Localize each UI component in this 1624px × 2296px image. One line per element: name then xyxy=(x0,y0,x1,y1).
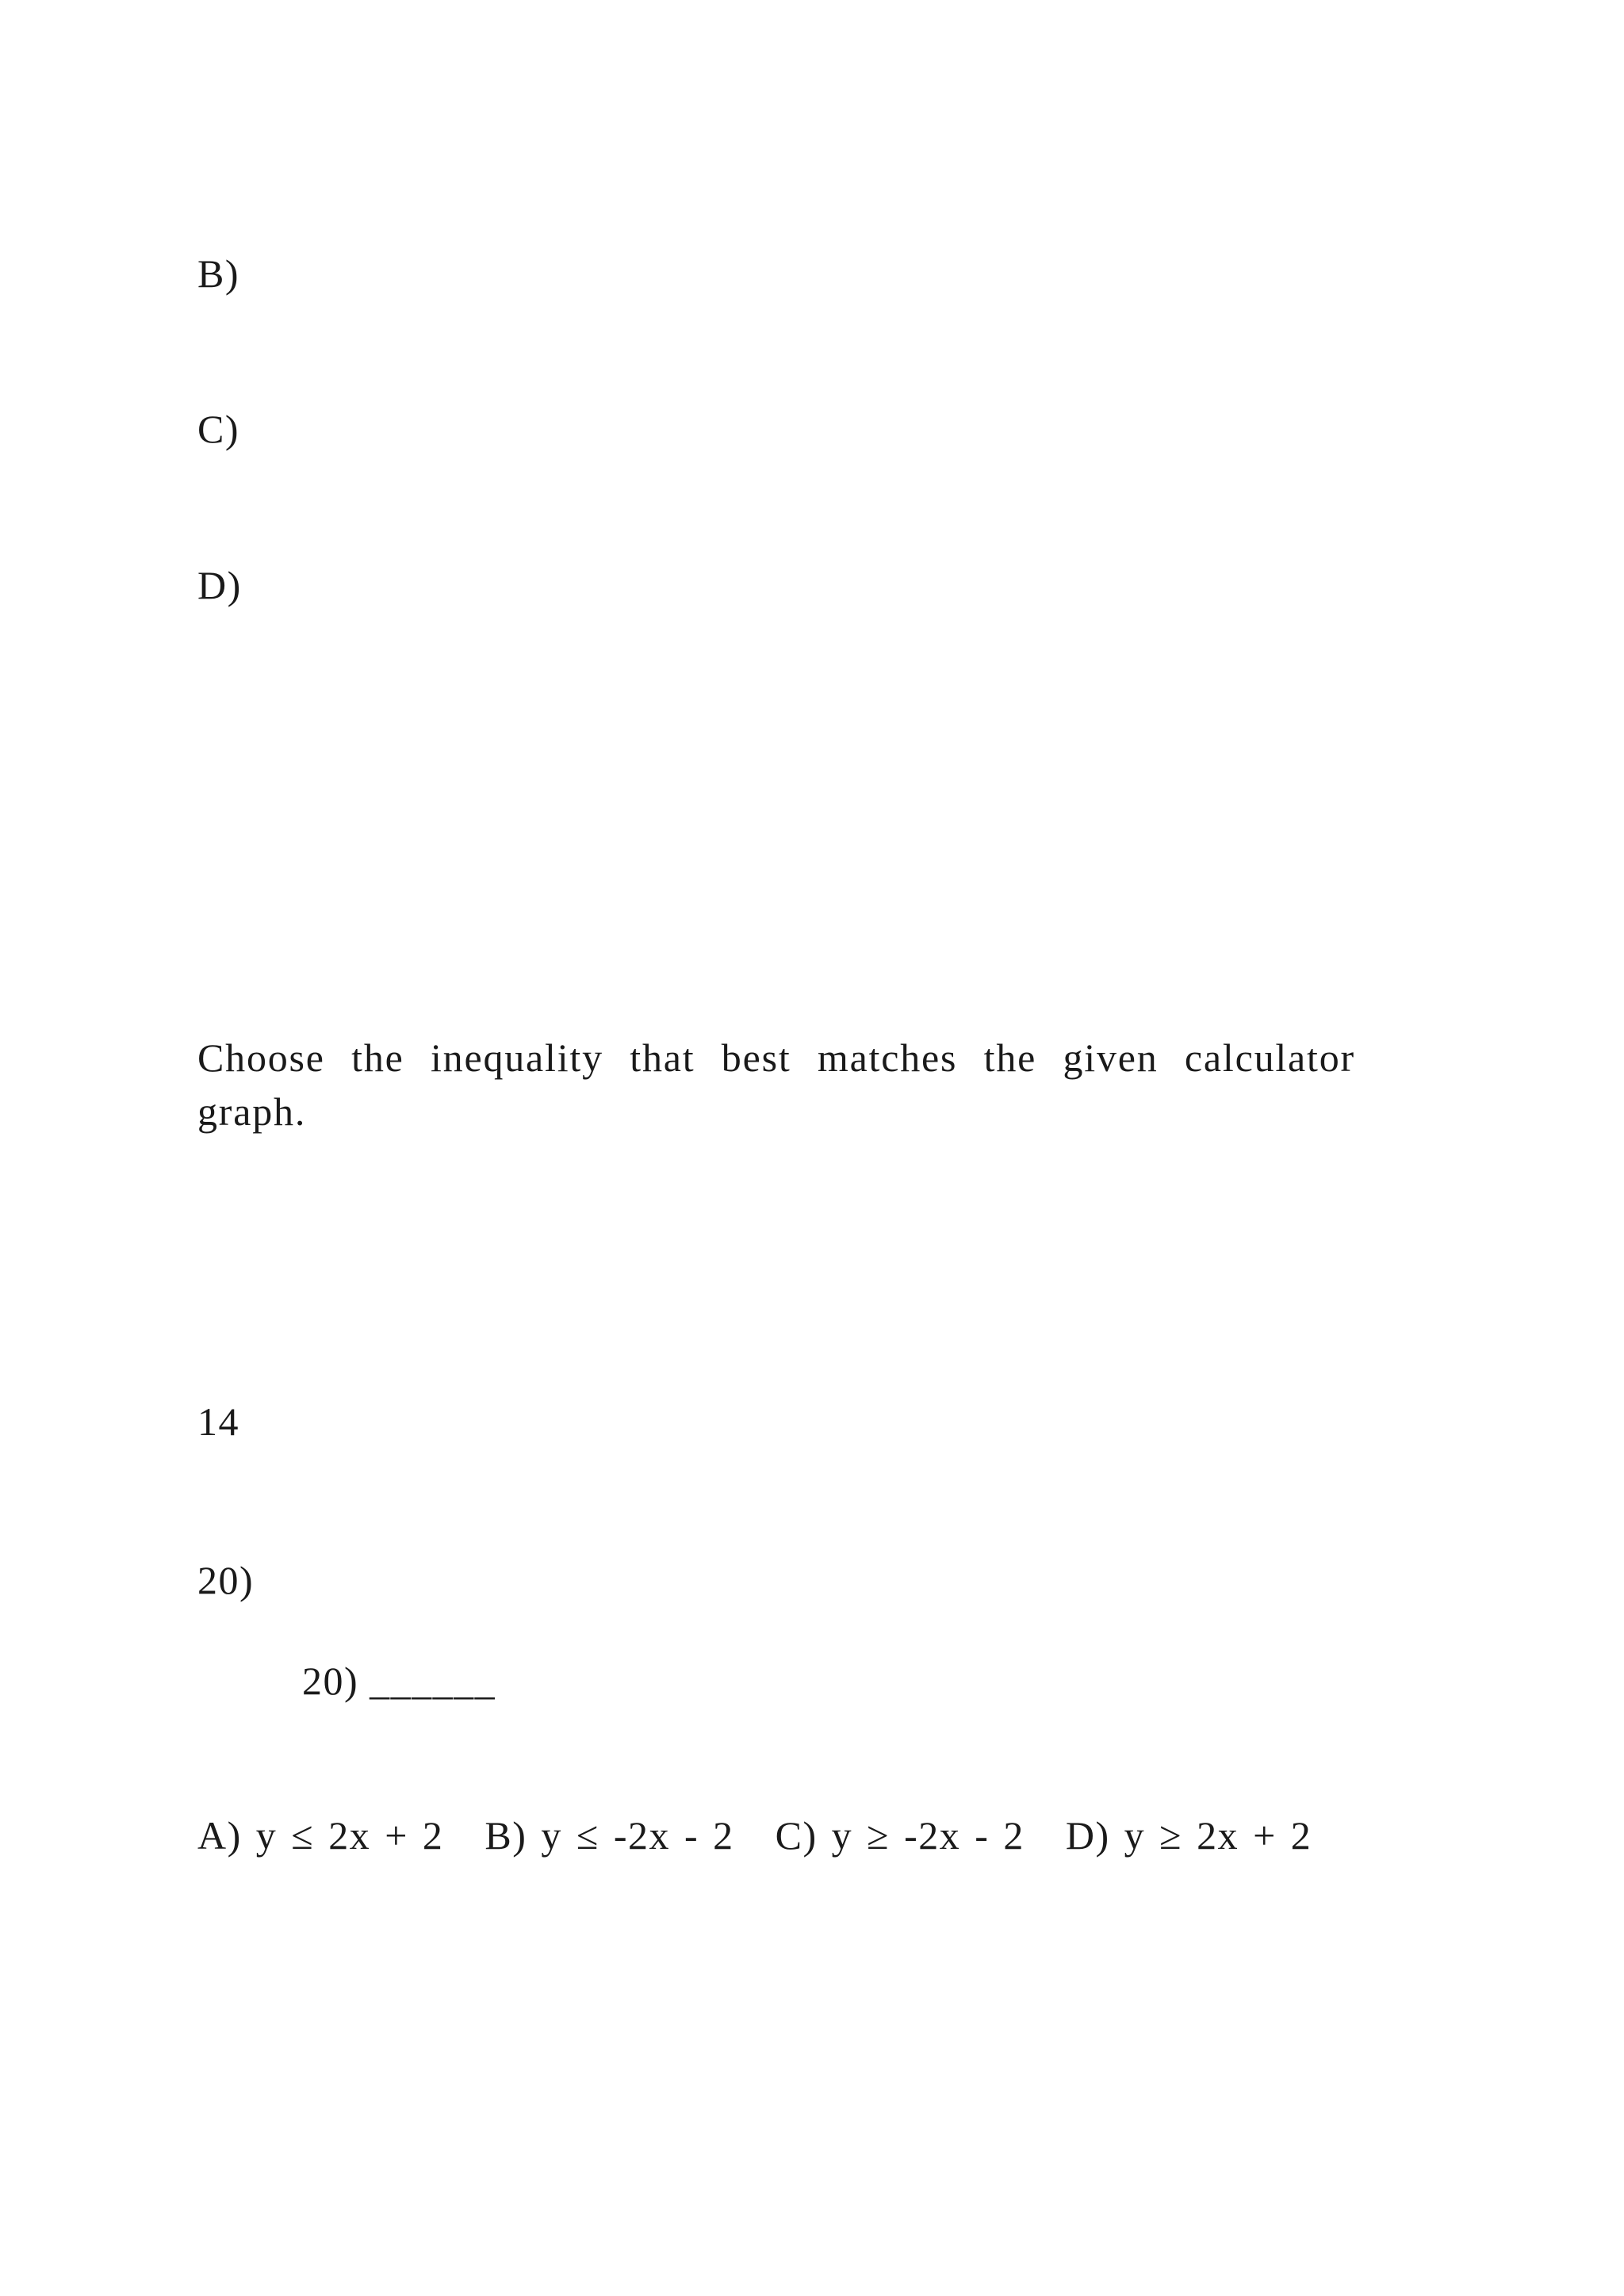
answer-choice-c: C) y ≥ -2x - 2 xyxy=(775,1813,1025,1858)
question-prompt: Choose the inequality that best matches the given calculator graph. xyxy=(197,1035,1355,1134)
answer-choices xyxy=(197,1813,1312,1858)
answer-choice-a: A) y ≤ 2x + 2 xyxy=(197,1813,444,1858)
answer-choice-d: D) y ≥ 2x + 2 xyxy=(1065,1813,1312,1858)
page-number: 14 xyxy=(197,1399,239,1444)
answer-blank: 20) ______ xyxy=(302,1659,496,1703)
question-number: 20) xyxy=(197,1558,255,1602)
option-label-c: C) xyxy=(197,407,239,451)
answer-choice-b: B) y ≤ -2x - 2 xyxy=(485,1813,734,1858)
option-label-d: D) xyxy=(197,563,242,607)
option-label-b: B) xyxy=(197,251,239,296)
